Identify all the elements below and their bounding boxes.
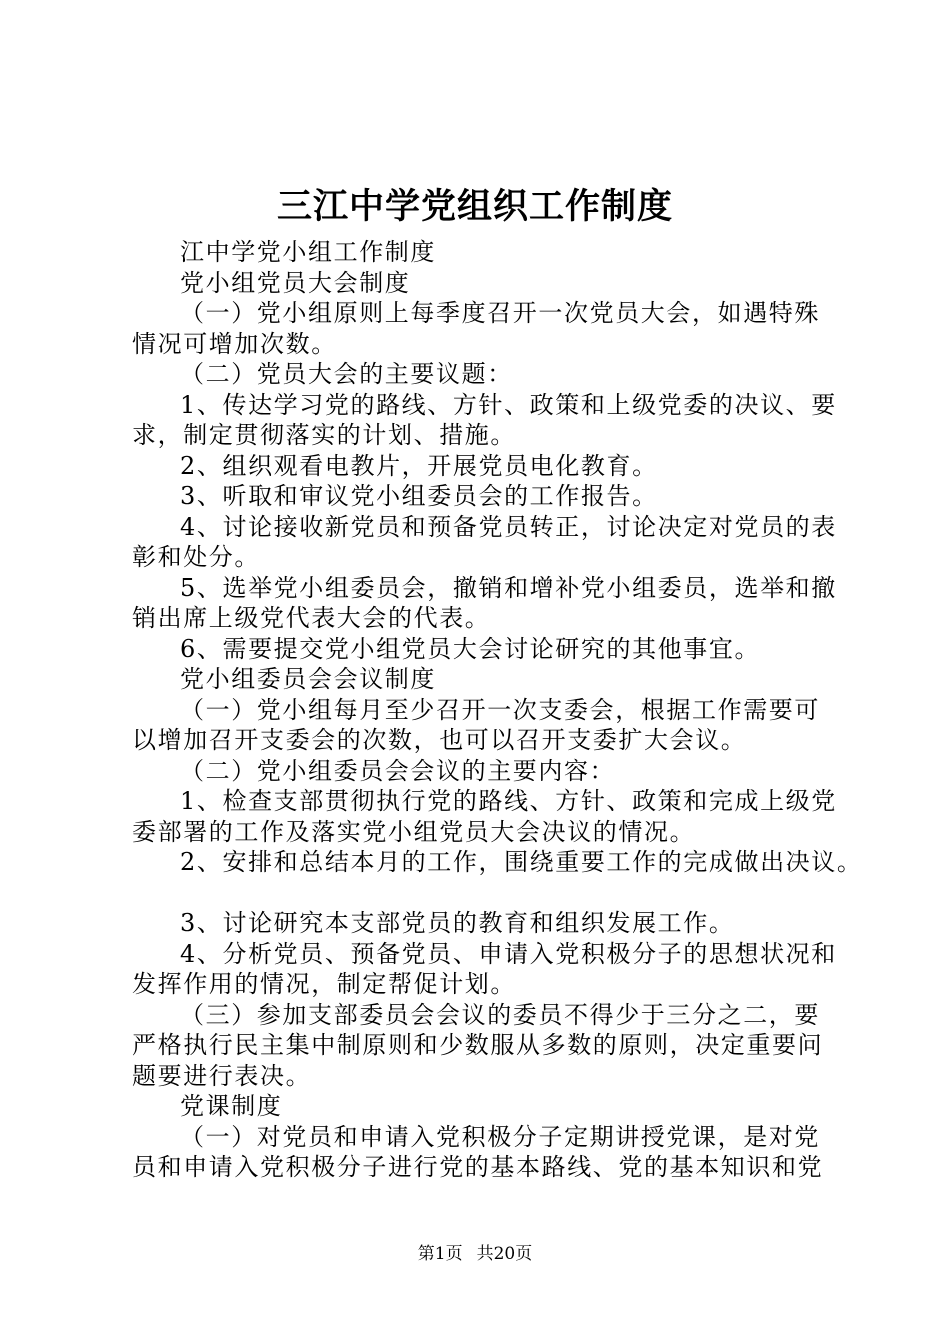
- paragraph-line: 题要进行表决。: [132, 1061, 312, 1090]
- section-heading: 党课制度: [180, 1092, 283, 1120]
- paragraph-line: 2、组织观看电教片，开展党员电化教育。: [180, 451, 658, 480]
- section-heading: 党小组委员会会议制度: [180, 665, 436, 693]
- paragraph-line: （二）党员大会的主要议题：: [180, 360, 513, 388]
- paragraph-line: 2、安排和总结本月的工作，围绕重要工作的完成做出决议。: [180, 848, 863, 876]
- page-footer: [0, 1242, 950, 1266]
- blank-line: [132, 878, 832, 909]
- paragraph-line: 委部署的工作及落实党小组党员大会决议的情况。: [132, 817, 696, 846]
- page-total: 共20页: [476, 1244, 533, 1264]
- paragraph-line: 销出席上级党代表大会的代表。: [132, 604, 491, 632]
- paragraph-line: 5、选举党小组委员会，撤销和增补党小组委员，选举和撤: [180, 573, 837, 602]
- paragraph-line: 求，制定贯彻落实的计划、措施。: [132, 421, 516, 449]
- paragraph-line: （三）参加支部委员会会议的委员不得少于三分之二，要: [180, 1000, 820, 1029]
- paragraph-line: 3、讨论研究本支部党员的教育和组织发展工作。: [180, 909, 735, 937]
- paragraph-line: 6、需要提交党小组党员大会讨论研究的其他事宜。: [180, 634, 761, 663]
- paragraph-line: 严格执行民主集中制原则和少数服从多数的原则，决定重要问: [132, 1031, 824, 1059]
- paragraph-line: （一）党小组原则上每季度召开一次党员大会，如遇特殊: [180, 299, 820, 327]
- paragraph-line: （一）对党员和申请入党积极分子定期讲授党课，是对党: [180, 1122, 820, 1151]
- paragraph-line: 发挥作用的情况，制定帮促计划。: [132, 970, 516, 998]
- paragraph-line: 以增加召开支委会的次数，也可以召开支委扩大会议。: [132, 726, 747, 754]
- section-heading: 江中学党小组工作制度: [180, 238, 436, 266]
- paragraph-line: 4、讨论接收新党员和预备党员转正，讨论决定对党员的表: [180, 512, 837, 541]
- page-number: 第1页: [417, 1244, 463, 1264]
- paragraph-line: 1、传达学习党的路线、方针、政策和上级党委的决议、要: [180, 390, 837, 419]
- section-heading: 党小组党员大会制度: [180, 268, 411, 297]
- paragraph-line: 3、听取和审议党小组委员会的工作报告。: [180, 482, 658, 510]
- paragraph-line: 彰和处分。: [132, 543, 260, 571]
- paragraph-line: 员和申请入党积极分子进行党的基本路线、党的基本知识和党: [132, 1153, 824, 1181]
- paragraph-line: 情况可增加次数。: [132, 329, 337, 358]
- paragraph-line: 4、分析党员、预备党员、申请入党积极分子的思想状况和: [180, 939, 837, 968]
- paragraph-line: （二）党小组委员会会议的主要内容：: [180, 756, 616, 785]
- document-title: 三江中学党组织工作制度: [276, 186, 673, 227]
- paragraph-line: （一）党小组每月至少召开一次支委会，根据工作需要可: [180, 695, 820, 724]
- document-body: [132, 237, 863, 1183]
- paragraph-line: 1、检查支部贯彻执行党的路线、方针、政策和完成上级党: [180, 787, 837, 815]
